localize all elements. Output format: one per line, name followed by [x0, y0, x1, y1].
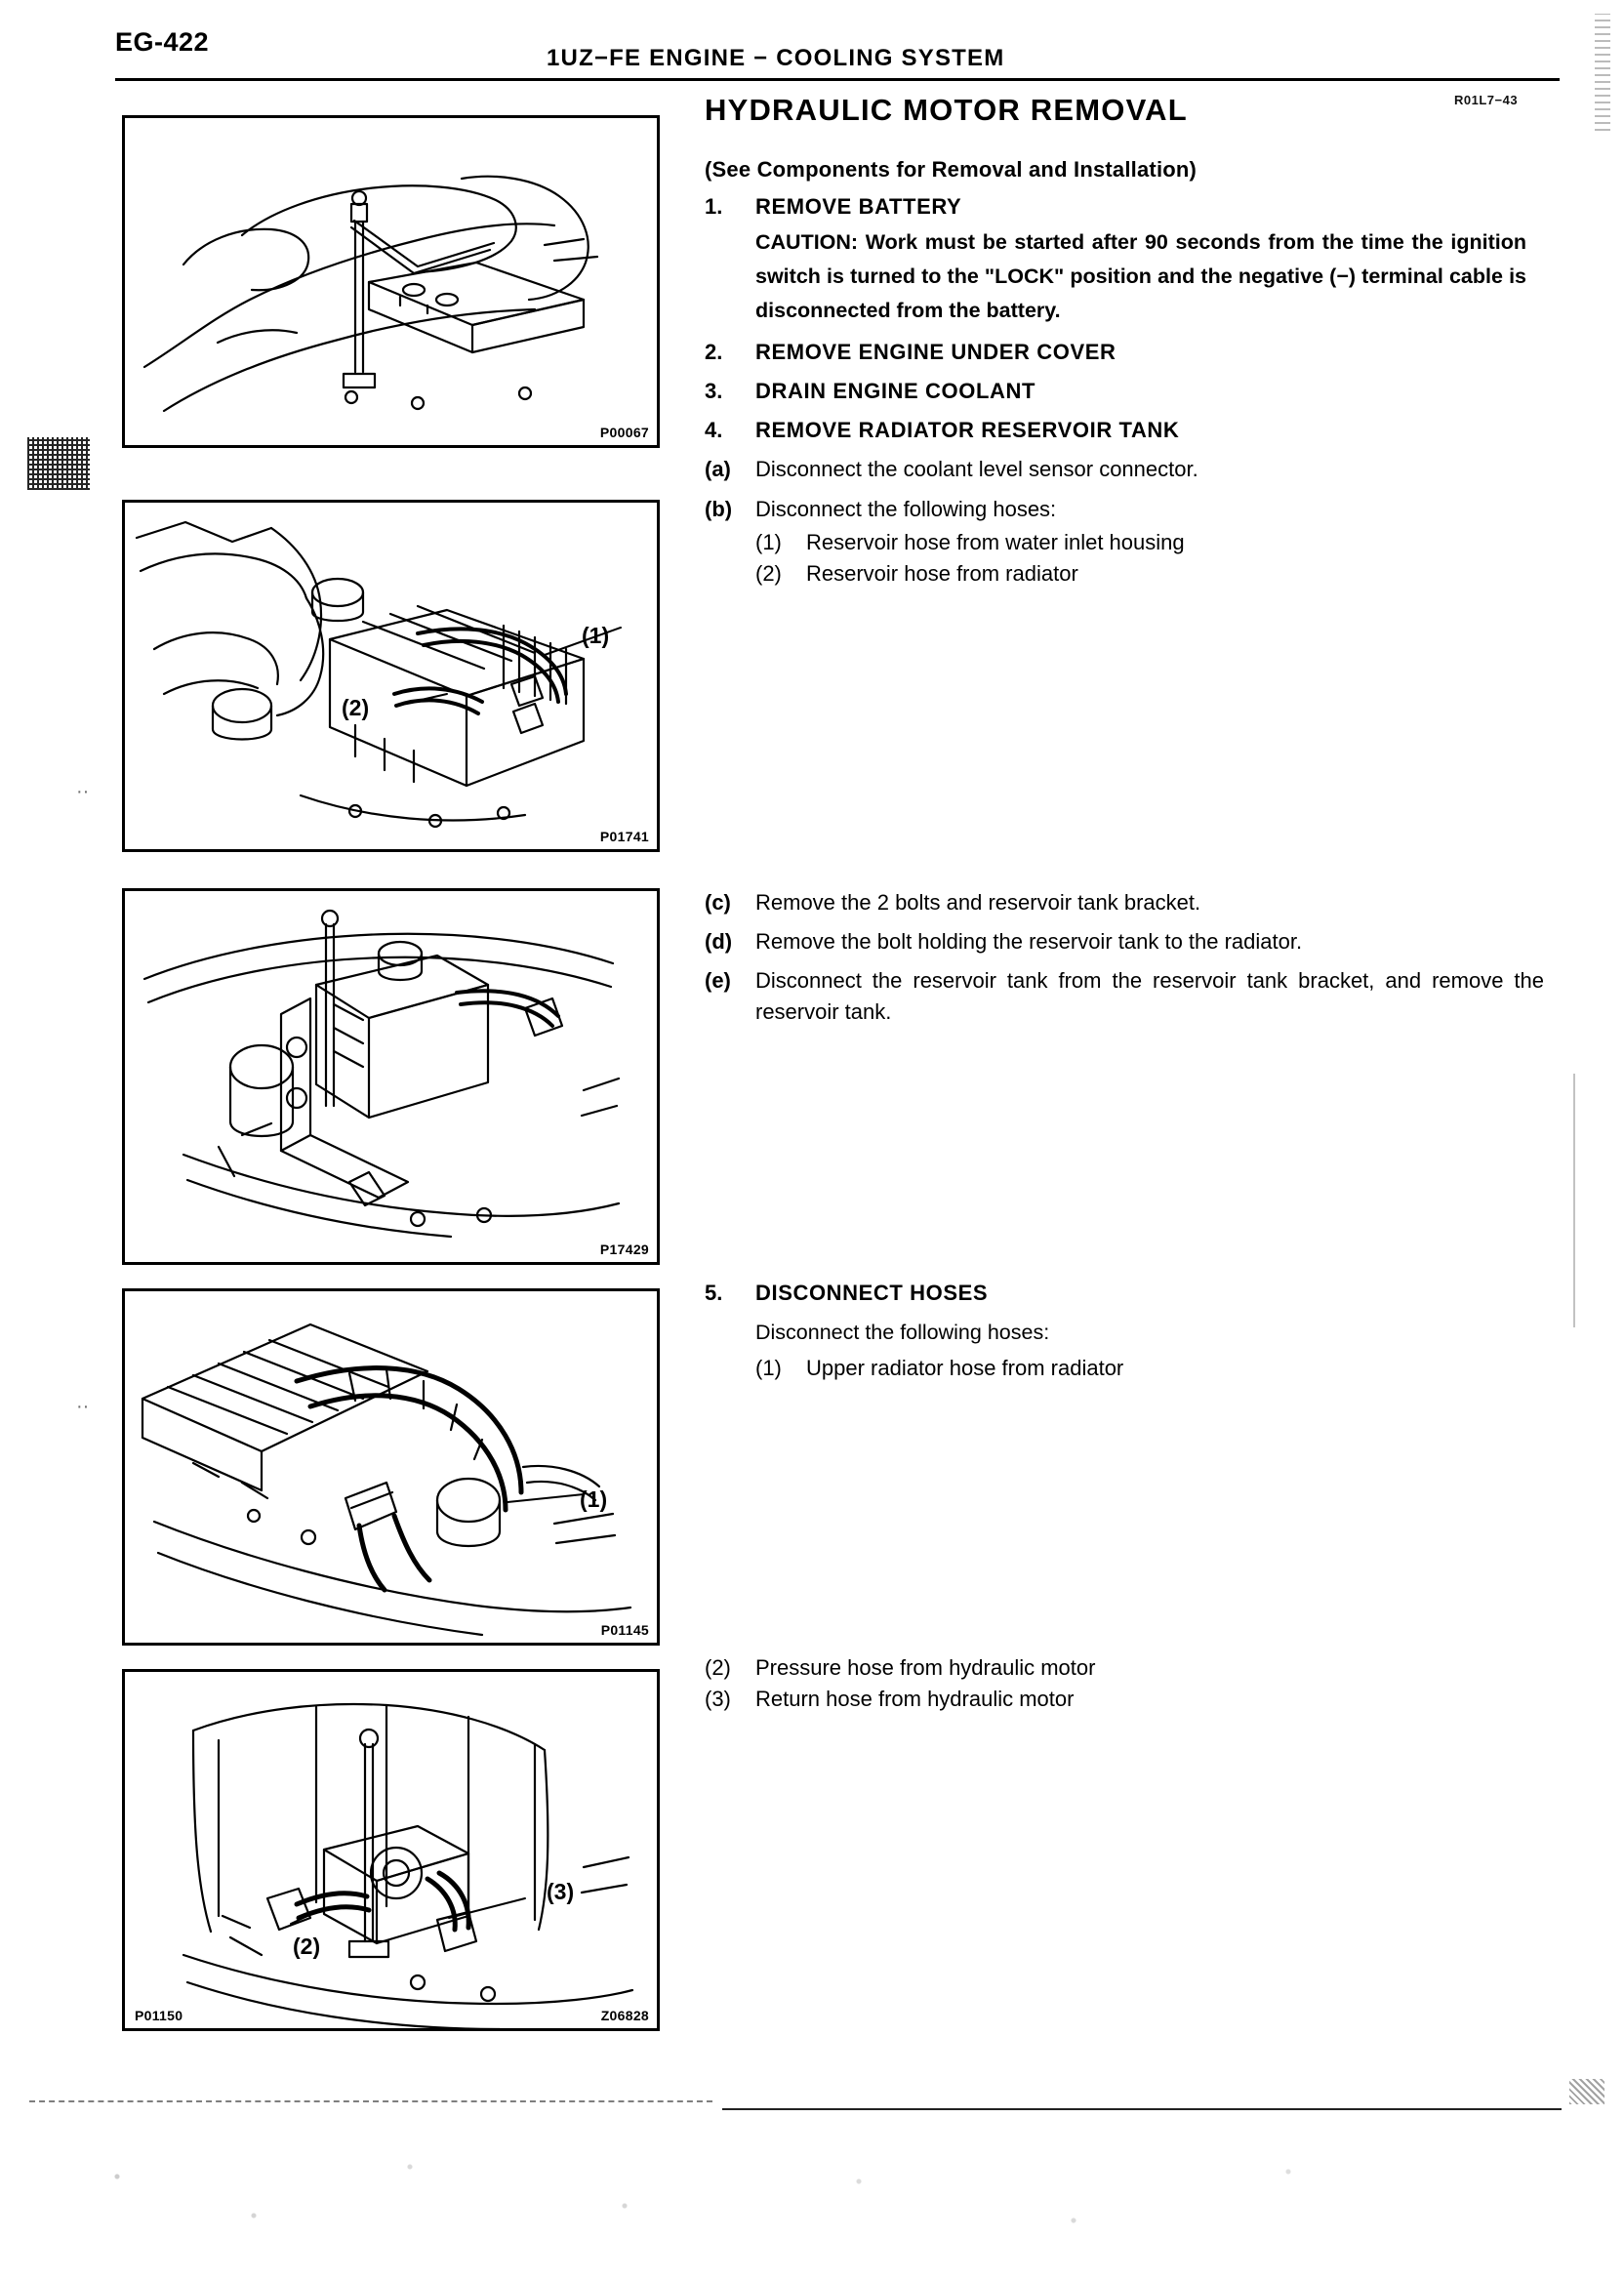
figure-reservoir-bracket-illustration — [125, 891, 657, 1262]
step-text: REMOVE RADIATOR RESERVOIR TANK — [755, 418, 1180, 443]
figure-battery-illustration — [125, 118, 657, 445]
step-text: REMOVE ENGINE UNDER COVER — [755, 339, 1116, 364]
hose-item-text: Pressure hose from hydraulic motor — [755, 1655, 1096, 1680]
document-reference-code: R01L7−43 — [1454, 93, 1519, 107]
hose-item — [705, 1687, 1544, 1712]
scan-edge-line — [1573, 1074, 1575, 1327]
figure-id-secondary: Z06828 — [600, 2008, 649, 2023]
procedure-substep — [705, 454, 1544, 484]
figure-callout-1: (1) — [580, 1486, 608, 1512]
scan-edge-noise-bottom — [1569, 2079, 1604, 2104]
step-number: 2. — [705, 339, 723, 364]
procedure-substep — [705, 887, 1544, 917]
figure-upper-radiator-hose-illustration — [125, 1291, 657, 1643]
hose-item-text: Upper radiator hose from radiator — [806, 1356, 1124, 1381]
hose-item-text: Reservoir hose from radiator — [806, 560, 1078, 586]
hose-item-number: (2) — [755, 560, 782, 586]
margin-tick: ·· — [76, 1396, 90, 1417]
figure-upper-radiator-hose — [122, 1288, 660, 1646]
figure-battery-removal — [122, 115, 660, 448]
step-text: REMOVE BATTERY — [755, 194, 962, 219]
hose-item-text: Reservoir hose from water inlet housing — [806, 529, 1185, 554]
substep-letter: (e) — [705, 968, 731, 994]
procedure-step — [705, 337, 1544, 367]
figure-hydraulic-motor-illustration — [125, 1672, 657, 2028]
hose-item — [755, 561, 1544, 587]
figure-id: P01145 — [600, 1622, 649, 1638]
procedure-substep — [705, 926, 1544, 957]
margin-tick: ·· — [76, 781, 90, 802]
substep-letter: (c) — [705, 890, 731, 915]
figure-id: P01741 — [599, 829, 649, 844]
figure-id: P00067 — [599, 425, 649, 440]
figure-callout-2: (2) — [342, 695, 370, 720]
page-title: 1UZ−FE ENGINE − COOLING SYSTEM — [547, 45, 1005, 71]
scan-edge-noise — [1595, 14, 1610, 131]
procedure-step-5-continued — [705, 1649, 1544, 1712]
step-text: DISCONNECT HOSES — [755, 1281, 989, 1305]
hose-item — [755, 530, 1544, 555]
hose-item-number: (2) — [705, 1655, 731, 1680]
footer-dashed-rule — [29, 2100, 712, 2102]
procedure-step — [705, 415, 1544, 445]
substep-letter: (b) — [705, 496, 733, 521]
figure-reservoir-hoses-illustration — [125, 503, 657, 849]
substep-text: Remove the bolt holding the reservoir tank to the radiator. — [755, 929, 1303, 955]
substep-text: Disconnect the following hoses: — [755, 496, 1057, 521]
figure-reservoir-hoses — [122, 500, 660, 852]
substep-text: Remove the 2 bolts and reservoir tank bracket. — [755, 890, 1201, 915]
section-subtitle: (See Components for Removal and Installation) — [705, 157, 1198, 182]
header-divider — [115, 78, 1560, 81]
step-text: DRAIN ENGINE COOLANT — [755, 378, 1035, 403]
procedure-text-column — [705, 93, 1544, 587]
hose-item — [705, 1655, 1544, 1681]
section-title: HYDRAULIC MOTOR REMOVAL — [705, 93, 1188, 127]
step-number: 5. — [705, 1281, 723, 1305]
substep-letter: (d) — [705, 929, 733, 955]
margin-index-mark — [27, 437, 90, 490]
hose-item-number: (3) — [705, 1687, 731, 1711]
figure-id: P17429 — [599, 1242, 649, 1257]
figure-reservoir-tank-bracket — [122, 888, 660, 1265]
figure-hydraulic-motor-hoses — [122, 1669, 660, 2031]
hose-item-text: Return hose from hydraulic motor — [755, 1687, 1075, 1711]
step-number: 3. — [705, 378, 723, 403]
figure-callout-2: (2) — [293, 1934, 321, 1959]
figure-callout-3: (3) — [547, 1879, 575, 1904]
hose-item — [755, 1356, 1544, 1381]
figure-id: P01150 — [135, 2008, 183, 2023]
procedure-step-5 — [705, 1269, 1544, 1381]
step-number: 4. — [705, 418, 723, 443]
substep-text: Disconnect the reservoir tank from the reservoir tank bracket, and remove the reservoir tank. — [755, 968, 1544, 1024]
substep-text: Disconnect the coolant level sensor connector. — [755, 457, 1198, 482]
caution-note: CAUTION: Work must be started after 90 seconds from the time the ignition switch is turned to the "LOCK" position and the negative (−) terminal cable is disconnected from the battery. — [755, 230, 1526, 322]
hose-item-number: (1) — [755, 529, 782, 554]
figure-callout-1: (1) — [582, 623, 610, 648]
procedure-substep — [705, 494, 1544, 524]
hose-item-number: (1) — [755, 1356, 782, 1381]
procedure-step — [705, 1278, 1544, 1308]
procedure-step — [705, 191, 1544, 222]
page-code: EG-422 — [115, 27, 210, 57]
procedure-step — [705, 376, 1544, 406]
step-number: 1. — [705, 194, 723, 219]
scan-artifacts — [0, 2138, 1624, 2255]
footer-rule — [722, 2108, 1562, 2110]
procedure-substeps-cde — [705, 878, 1544, 1027]
procedure-substep — [705, 965, 1544, 1026]
step-lead-text: Disconnect the following hoses: — [755, 1321, 1050, 1345]
substep-letter: (a) — [705, 457, 731, 482]
